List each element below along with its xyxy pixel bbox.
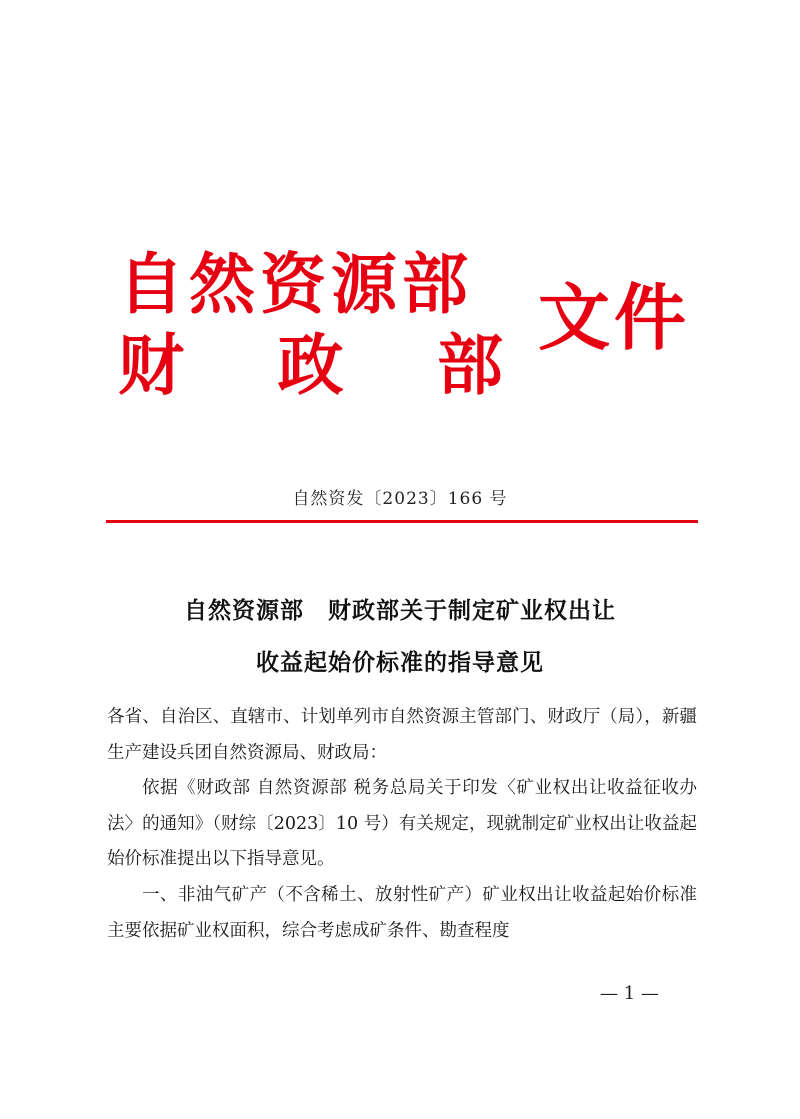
addressee-paragraph: 各省、自治区、直辖市、计划单列市自然资源主管部门、财政厅（局），新疆生产建设兵团自然资源局、财政局：	[107, 707, 697, 763]
page-number: — 1 —	[600, 983, 659, 1004]
document-body	[107, 700, 697, 949]
masthead	[0, 0, 800, 420]
issuer-char: 部	[437, 327, 503, 404]
document-title-line2: 收益起始价标准的指导意见	[256, 650, 544, 676]
issuer-name-finance	[118, 327, 503, 404]
issuer-char: 财	[118, 327, 184, 404]
body-paragraph: 依据《财政部 自然资源部 税务总局关于印发〈矿业权出让收益征收办法〉的通知》（财综〔2023〕10 号）有关规定，现就制定矿业权出让收益起始价标准提出以下指导意见。	[107, 778, 697, 870]
document-type-label: 文件	[538, 276, 691, 360]
red-divider-line	[106, 520, 698, 523]
issuer-name-natural-resources: 自然资源部	[118, 246, 473, 323]
body-paragraph: 一、非油气矿产（不含稀土、放射性矿产）矿业权出让收益起始价标准主要依据矿业权面积，综合考虑成矿条件、勘查程度	[107, 884, 697, 941]
document-title-line1: 自然资源部 财政部关于制定矿业权出让	[184, 598, 616, 624]
issuer-char: 政	[277, 327, 344, 404]
document-number: 自然资发〔2023〕166 号	[292, 489, 508, 509]
